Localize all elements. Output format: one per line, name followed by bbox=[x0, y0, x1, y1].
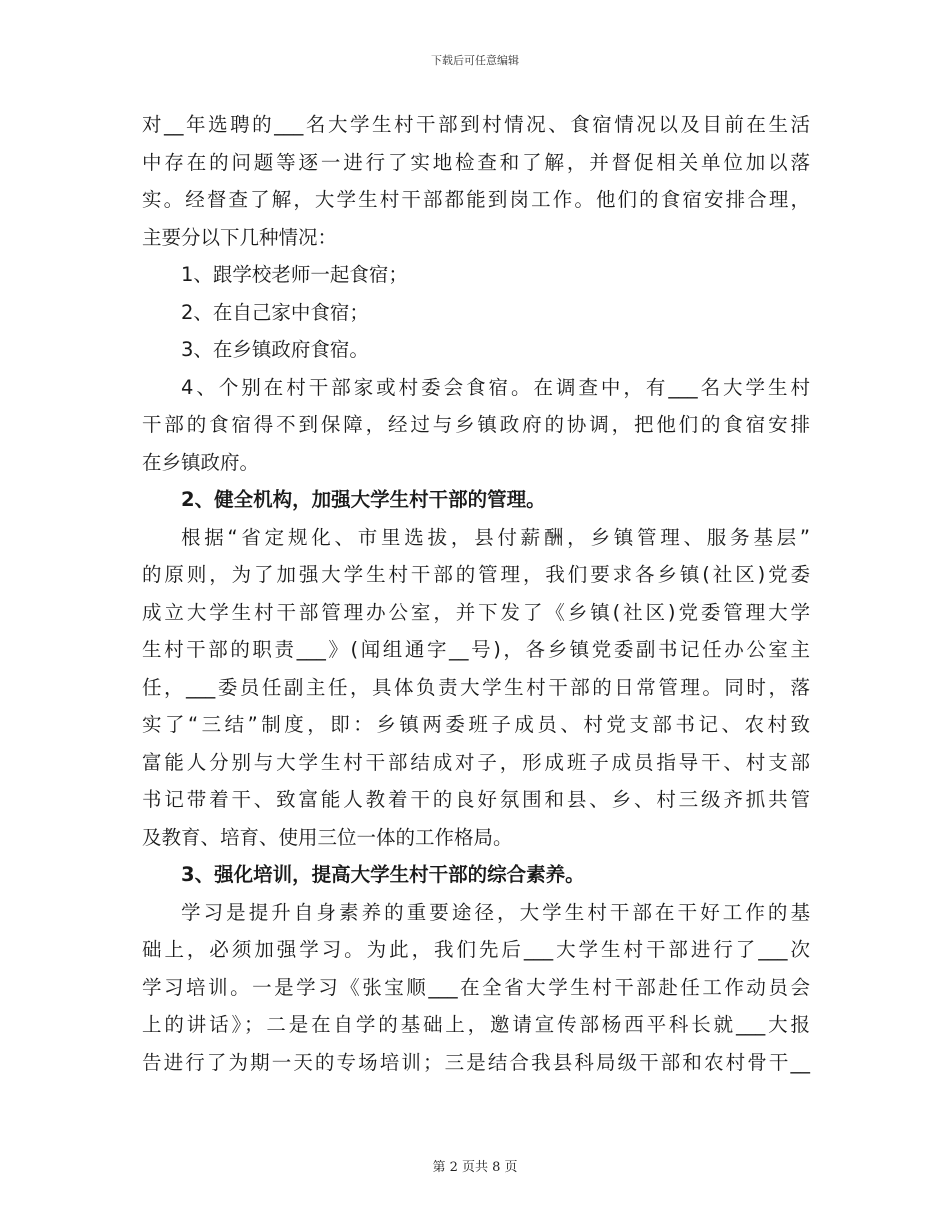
list-item bbox=[142, 369, 810, 482]
list-item: 3、在乡镇政府食宿。 bbox=[181, 338, 369, 361]
text-line: 告进行了为期一天的专场培训；三是结合我县科局级干部和农村骨干__ bbox=[142, 1050, 810, 1074]
text-line: 主要分以下几种情况： bbox=[142, 225, 338, 249]
text-line: 实。经督查了解，大学生村干部都能到岗工作。他们的食宿安排合理， bbox=[142, 188, 810, 211]
text-line: 根据“省定规化、市里选拔，县付薪酬，乡镇管理、服务基层” bbox=[181, 525, 810, 549]
text-line: 实了“三结”制度，即：乡镇两委班子成员、村党支部书记、农村致 bbox=[142, 713, 810, 736]
text-line: 生村干部的职责___》(闻组通字__号)，各乡镇党委副书记任办公室主 bbox=[142, 638, 810, 661]
section-heading: 2、健全机构，加强大学生村干部的管理。 bbox=[181, 488, 546, 511]
list-item: 1、跟学校老师一起食宿； bbox=[181, 263, 408, 286]
list-item: 2、在自己家中食宿； bbox=[181, 300, 369, 324]
text-line: 在乡镇政府。 bbox=[142, 450, 260, 474]
section-heading: 3、强化培训，提高大学生村干部的综合素养。 bbox=[181, 863, 585, 886]
text-line: 的原则，为了加强大学生村干部的管理，我们要求各乡镇(社区)党委 bbox=[142, 563, 810, 586]
text-line: 及教育、培育、使用三位一体的工作格局。 bbox=[142, 825, 513, 849]
paragraph-intro bbox=[142, 106, 810, 256]
text-line: 中存在的问题等逐一进行了实地检查和了解，并督促相关单位加以落 bbox=[142, 150, 810, 174]
text-line: 上的讲话》；二是在自学的基础上，邀请宣传部杨西平科长就___大报 bbox=[142, 1013, 810, 1036]
text-line: 学习培训。一是学习《张宝顺___在全省大学生村干部赴任工作动员会 bbox=[142, 975, 810, 999]
paragraph-organization bbox=[142, 519, 810, 857]
text-line: 4、个别在村干部家或村委会食宿。在调查中，有___名大学生村 bbox=[181, 375, 810, 399]
text-line: 学习是提升自身素养的重要途径，大学生村干部在干好工作的基 bbox=[181, 900, 810, 924]
text-line: 成立大学生村干部管理办公室，并下发了《乡镇(社区)党委管理大学 bbox=[142, 600, 810, 624]
page-footer: 第 2 页共 8 页 bbox=[432, 1160, 518, 1175]
text-line: 对__年选聘的___名大学生村干部到村情况、食宿情况以及目前在生活 bbox=[142, 113, 810, 136]
text-line: 富能人分别与大学生村干部结成对子，形成班子成员指导干、村支部 bbox=[142, 750, 810, 774]
page-header: 下载后可任意编辑 bbox=[431, 54, 519, 67]
text-line: 任，___委员任副主任，具体负责大学生村干部的日常管理。同时，落 bbox=[142, 675, 810, 699]
text-line: 干部的食宿得不到保障，经过与乡镇政府的协调，把他们的食宿安排 bbox=[142, 413, 810, 436]
document-body bbox=[142, 106, 810, 1081]
text-line: 础上，必须加强学习。为此，我们先后___大学生村干部进行了___次 bbox=[142, 938, 810, 961]
paragraph-training bbox=[142, 894, 810, 1082]
text-line: 书记带着干、致富能人教着干的良好氛围和县、乡、村三级齐抓共管 bbox=[142, 788, 810, 811]
